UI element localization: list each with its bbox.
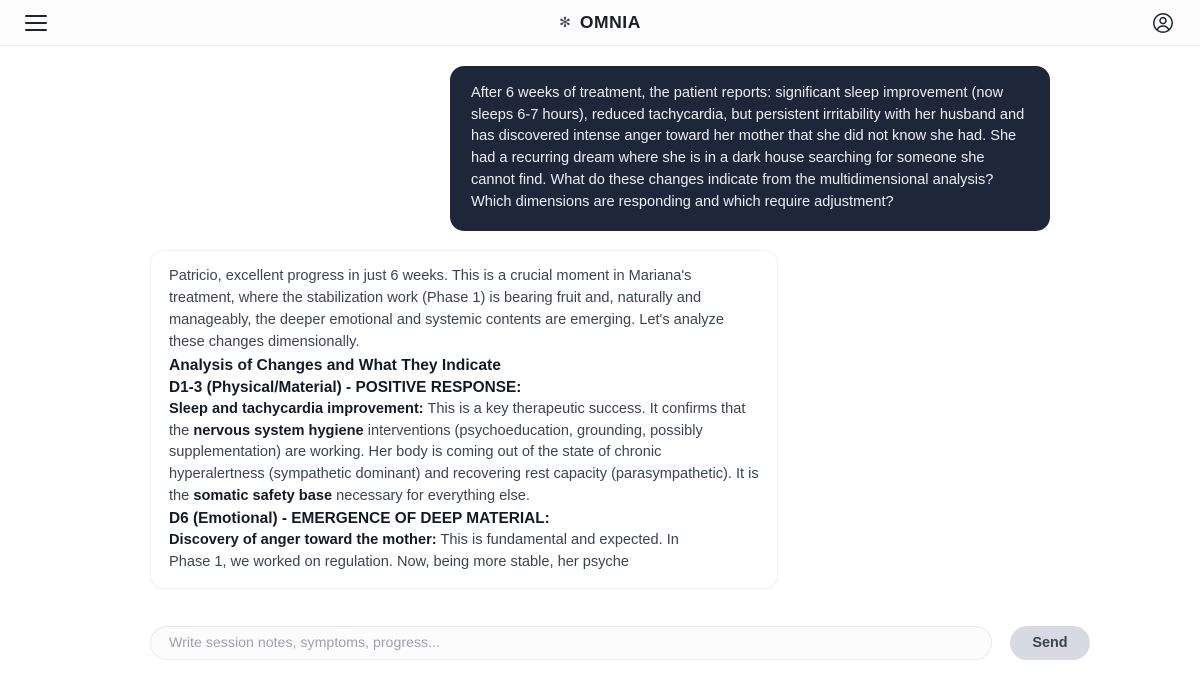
heading-dimension-d6: D6 (Emotional) - EMERGENCE OF DEEP MATERIAL: xyxy=(169,510,550,528)
hamburger-menu-icon[interactable] xyxy=(22,8,52,38)
label-anger-discovery: Discovery of anger toward the mother: xyxy=(169,532,437,549)
assistant-intro-paragraph: Patricio, excellent progress in just 6 weeks. This is a crucial moment in Mariana's treatment, where the stabilization work (Phase 1) is bearing fruit and, naturally and manageably, the deeper emotional and systemic contents are emerging. Let's analyze these changes dimensionally. xyxy=(169,268,724,350)
text-sleep-part-1: This is a key therapeutic success. It confirms that the xyxy=(169,400,746,439)
brand-inner xyxy=(559,12,641,33)
app-title: OMNIA xyxy=(579,12,641,32)
user-account-icon[interactable] xyxy=(1148,8,1178,38)
send-button[interactable]: Send xyxy=(1010,626,1090,660)
conversation-scroll-area[interactable] xyxy=(0,46,1200,618)
message-input[interactable] xyxy=(150,626,992,660)
paragraph-sleep-tachycardia xyxy=(169,399,759,509)
message-row-assistant xyxy=(0,250,1200,589)
assistant-message-card xyxy=(150,250,778,589)
message-thread xyxy=(0,46,1200,589)
paragraph-anger-discovery xyxy=(169,530,759,552)
text-sleep-part-3: necessary for everything else. xyxy=(332,488,530,505)
text-anger-body: This is fundamental and expected. In xyxy=(436,532,679,549)
menu-line-2 xyxy=(25,22,47,24)
brand xyxy=(0,0,1200,45)
text-sleep-part-2: interventions (psychoeducation, grounding, possibly supplementation) are working. Her body is coming out of the state of chronic hyperalertness (sympathetic dominant) and recovering rest capacity (parasympathetic). It is the xyxy=(169,422,759,505)
menu-line-1 xyxy=(25,15,47,17)
paragraph-cutoff-line: Phase 1, we worked on regulation. Now, being more stable, her psyche xyxy=(169,554,629,570)
emphasis-nervous-system-hygiene: nervous system hygiene xyxy=(193,422,364,439)
emphasis-somatic-safety-base: somatic safety base xyxy=(193,488,333,505)
label-sleep-improvement: Sleep and tachycardia improvement: xyxy=(169,400,424,417)
heading-analysis-of-changes: Analysis of Changes and What They Indicate xyxy=(169,356,501,374)
composer-bar xyxy=(0,618,1200,675)
message-row-user xyxy=(0,66,1200,231)
heading-dimension-d1-3: D1-3 (Physical/Material) - POSITIVE RESPONSE: xyxy=(169,378,522,396)
user-message-bubble: After 6 weeks of treatment, the patient reports: significant sleep improvement (now sleeps 6-7 hours), reduced tachycardia, but persistent irritability with her husband and has discovered intense anger toward her mother that she did not know she had. She had a recurring dream where she is in a dark house searching for someone she cannot find. What do these changes indicate from the multidimensional analysis? Which dimensions are responding and which require adjustment? xyxy=(450,66,1050,231)
app-header xyxy=(0,0,1200,46)
sparkle-icon: ✻ xyxy=(559,13,571,30)
menu-line-3 xyxy=(25,29,47,31)
